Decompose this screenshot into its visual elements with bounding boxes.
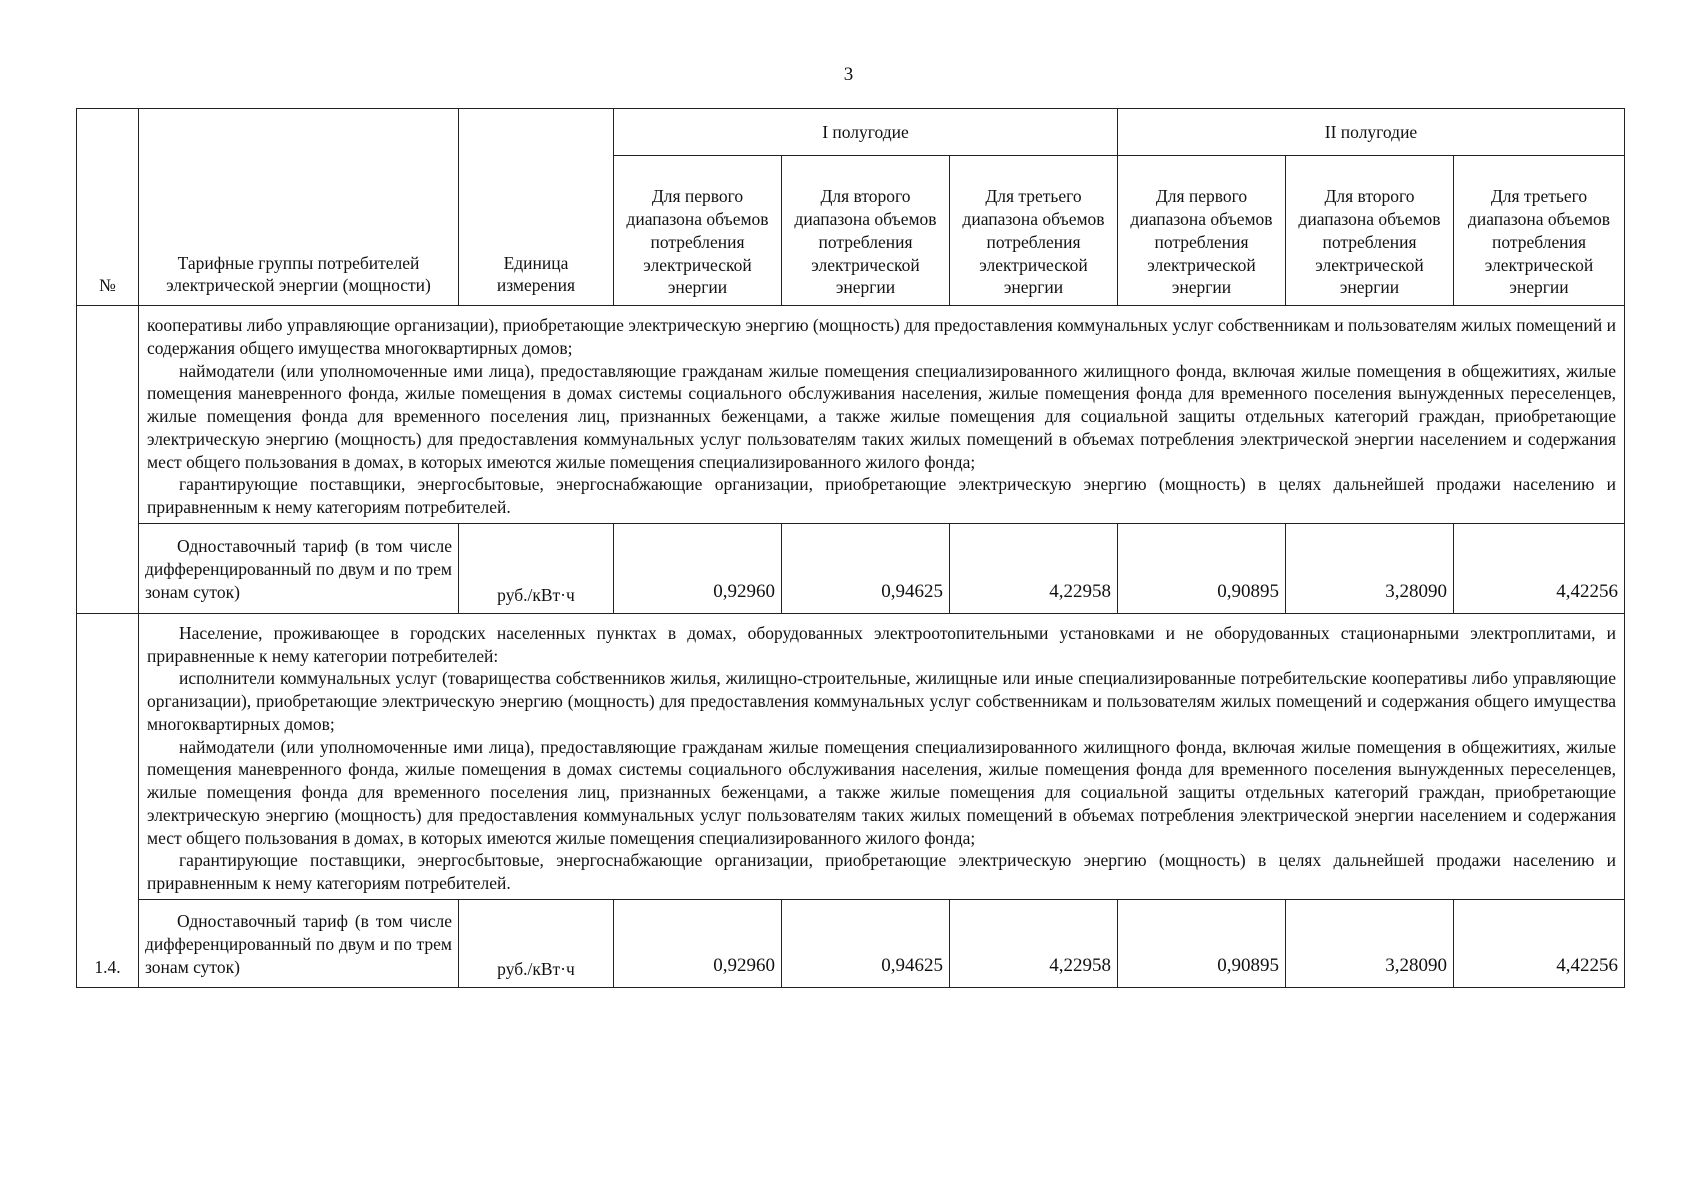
page-number: 3: [843, 64, 854, 85]
section-1-value-3: 4,22958: [950, 523, 1118, 613]
section-1-value-6: 4,42256: [1454, 523, 1625, 613]
header-half-2: II полугодие: [1118, 109, 1625, 156]
header-range-1-2: Для второго диапазона объемов потребления электрической энергии: [782, 156, 950, 306]
header-no: №: [77, 109, 139, 306]
section-2-text-row: [77, 613, 1625, 899]
section-1-text-row: [77, 306, 1625, 524]
section-1-tariff-row: [77, 523, 1625, 613]
section-2-number: 1.4.: [77, 613, 139, 987]
section-1-value-4: 0,90895: [1118, 523, 1286, 613]
header-range-2-2: Для второго диапазона объемов потребления электрической энергии: [1286, 156, 1454, 306]
section-1-paragraph: наймодатели (или уполномоченные ими лица), предоставляющие гражданам жилые помещения специализированного жилищного фонда, включая жилые помещения в общежитиях, жилые помещения маневренного фонда, жилые помещения в домах системы социального обслуживания населения, жилые помещения фонда для временного поселения вынужденных переселенцев, жилые помещения фонда для временного поселения лиц, признанных беженцами, а также жилые помещения для социальной защиты отдельных категорий граждан, приобретающие электрическую энергию (мощность) для предоставления коммунальных услуг пользователям таких жилых помещений в объемах потребления электрической энергии населением и содержания мест общего пользования в домах, в которых имеются жилые помещения специализированного жилого фонда;: [147, 360, 1616, 472]
header-groups: Тарифные группы потребителей электрической энергии (мощности): [139, 109, 459, 306]
section-1-value-5: 3,28090: [1286, 523, 1454, 613]
section-1-paragraph: кооперативы либо управляющие организации), приобретающие электрическую энергию (мощность) для предоставления коммунальных услуг собственникам и пользователям жилых помещений и содержания общего имущества многоквартирных домов;: [147, 315, 1616, 358]
section-1-number: [77, 306, 139, 614]
section-2-paragraph: наймодатели (или уполномоченные ими лица), предоставляющие гражданам жилые помещения специализированного жилищного фонда, включая жилые помещения в общежитиях, жилые помещения маневренного фонда, жилые помещения в домах системы социального обслуживания населения, жилые помещения фонда для временного поселения вынужденных переселенцев, жилые помещения фонда для временного поселения лиц, признанных беженцами, а также жилые помещения для социальной защиты отдельных категорий граждан, приобретающие электрическую энергию (мощность) для предоставления коммунальных услуг пользователям таких жилых помещений в объемах потребления электрической энергии населением и содержания мест общего пользования в домах, в которых имеются жилые помещения специализированного жилого фонда;: [147, 736, 1616, 848]
section-2-tariff-name: [139, 899, 459, 987]
section-1-description: [139, 306, 1625, 524]
section-2-value-3: 4,22958: [950, 899, 1118, 987]
section-2-value-5: 3,28090: [1286, 899, 1454, 987]
section-2-paragraph: Население, проживающее в городских населенных пунктах в домах, оборудованных электроотопительными установками и не оборудованных стационарными электроплитами, и приравненные к нему категории потребителей:: [147, 622, 1616, 666]
section-1-value-2: 0,94625: [782, 523, 950, 613]
section-2-value-1: 0,92960: [614, 899, 782, 987]
section-2-description: [139, 613, 1625, 899]
section-2-value-6: 4,42256: [1454, 899, 1625, 987]
section-2-tariff-label: Одноставочный тариф (в том числе дифференцированный по двум и по трем зонам суток): [145, 911, 452, 977]
header-unit: Единица измерения: [459, 109, 614, 306]
section-2-value-4: 0,90895: [1118, 899, 1286, 987]
tariff-table: [76, 108, 1625, 988]
header-range-2-1: Для первого диапазона объемов потребления электрической энергии: [1118, 156, 1286, 306]
section-2-unit: руб./кВт·ч: [459, 899, 614, 987]
section-1-value-1: 0,92960: [614, 523, 782, 613]
header-half-1: I полугодие: [614, 109, 1118, 156]
section-2-value-2: 0,94625: [782, 899, 950, 987]
section-1-paragraph: гарантирующие поставщики, энергосбытовые, энергоснабжающие организации, приобретающие электрическую энергию (мощность) в целях дальнейшей продажи населению и приравненным к нему категориям потребителей.: [147, 474, 1616, 517]
section-1-tariff-label: Одноставочный тариф (в том числе дифференцированный по двум и по трем зонам суток): [145, 536, 452, 602]
section-2-tariff-row: [77, 899, 1625, 987]
section-1-tariff-name: [139, 523, 459, 613]
header-row-halves: [77, 109, 1625, 156]
section-1-unit: руб./кВт·ч: [459, 523, 614, 613]
header-range-2-3: Для третьего диапазона объемов потребления электрической энергии: [1454, 156, 1625, 306]
header-range-1-1: Для первого диапазона объемов потребления электрической энергии: [614, 156, 782, 306]
section-2-paragraph: гарантирующие поставщики, энергосбытовые, энергоснабжающие организации, приобретающие электрическую энергию (мощность) в целях дальнейшей продажи населению и приравненным к нему категориям потребителей.: [147, 850, 1616, 893]
section-2-paragraph: исполнители коммунальных услуг (товарищества собственников жилья, жилищно-строительные, жилищные или иные специализированные потребительские кооперативы либо управляющие организации), приобретающие электрическую энергию (мощность) для предоставления коммунальных услуг собственникам и пользователям жилых помещений и содержания общего имущества многоквартирных домов;: [147, 668, 1616, 734]
header-range-1-3: Для третьего диапазона объемов потребления электрической энергии: [950, 156, 1118, 306]
